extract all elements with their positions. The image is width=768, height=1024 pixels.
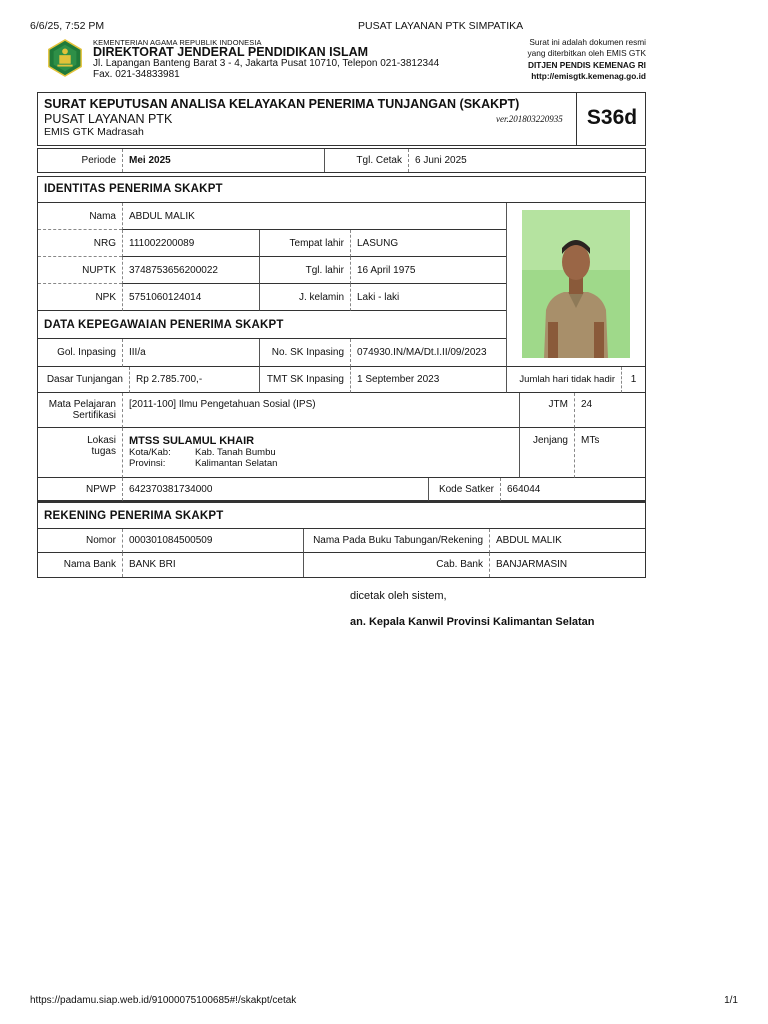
print-page-count: 1/1 — [724, 995, 738, 1006]
mapel-value: [2011-100] Ilmu Pengetahuan Sosial (IPS) — [122, 393, 519, 428]
jk-value: Laki - laki — [350, 284, 506, 311]
tgl-cetak-label: Tgl. Cetak — [324, 149, 408, 172]
ministry-name: KEMENTERIAN AGAMA REPUBLIK INDONESIA — [93, 38, 262, 47]
nama-buku-label: Nama Pada Buku Tabungan/Rekening — [303, 529, 489, 553]
data-table — [37, 176, 646, 502]
jumlah-hari-label: Jumlah hari tidak hadir — [506, 367, 621, 393]
kode-satker-value: 664044 — [500, 478, 645, 501]
document-subsubtitle: EMIS GTK Madrasah — [44, 126, 144, 138]
tempat-lahir-label: Tempat lahir — [259, 230, 350, 257]
nrg-label: NRG — [38, 230, 122, 257]
kota-value: Kab. Tanah Bumbu — [195, 447, 276, 458]
kode-satker-label: Kode Satker — [428, 478, 500, 501]
provinsi-label: Provinsi: — [129, 457, 166, 469]
photo-cell — [506, 203, 645, 367]
periode-label: Periode — [81, 155, 116, 166]
jk-label: J. kelamin — [259, 284, 350, 311]
note-line-2: yang diterbitkan oleh EMIS GTK — [527, 48, 646, 59]
npwp-value: 642370381734000 — [122, 478, 428, 501]
official-note — [527, 37, 646, 82]
nomor-rekening-value: 000301084500509 — [122, 529, 303, 553]
periode-value: Mei 2025 — [122, 149, 324, 172]
tgl-lahir-value: 16 April 1975 — [350, 257, 506, 284]
nama-bank-label: Nama Bank — [63, 559, 116, 570]
nama-bank-value: BANK BRI — [122, 553, 303, 577]
document-code: S36d — [576, 93, 647, 145]
period-row — [37, 148, 646, 173]
lokasi-label-line1: Lokasi — [87, 435, 116, 446]
lokasi-label — [38, 428, 122, 478]
lokasi-value — [122, 428, 519, 478]
jenjang-label: Jenjang — [519, 428, 574, 478]
jtm-value: 24 — [574, 393, 645, 428]
dasar-tunjangan-value: Rp 2.785.700,- — [129, 367, 259, 393]
mapel-label — [38, 393, 122, 428]
kepegawaian-section-title: DATA KEPEGAWAIAN PENERIMA SKAKPT — [38, 311, 506, 339]
npwp-label: NPWP — [38, 478, 122, 501]
print-datetime: 6/6/25, 7:52 PM — [30, 20, 105, 32]
version-label: ver.201803220935 — [496, 114, 563, 124]
rekening-table — [37, 502, 646, 578]
tmt-value: 1 September 2023 — [350, 367, 506, 393]
provinsi-line — [129, 459, 519, 470]
provinsi-value: Kalimantan Selatan — [195, 457, 278, 469]
document-title: SURAT KEPUTUSAN ANALISA KELAYAKAN PENERIMA TUNJANGAN (SKAKPT) — [44, 97, 520, 111]
gol-label: Gol. Inpasing — [38, 339, 122, 367]
kota-label: Kota/Kab: — [129, 447, 171, 458]
madrasah-name: MTSS SULAMUL KHAIR — [129, 435, 255, 447]
print-url[interactable]: https://padamu.siap.web.id/9100007510068​5#!/skakpt/cetak — [30, 995, 297, 1006]
title-block — [37, 92, 646, 146]
nama-value: ABDUL MALIK — [122, 203, 506, 230]
nosk-value: 074930.IN/MA/Dt.I.II/09/2023 — [350, 339, 506, 367]
mapel-label-line1: Mata Pelajaran — [48, 399, 116, 410]
fax: Fax. 021-34833981 — [93, 69, 180, 80]
note-line-1: Surat ini adalah dokumen resmi — [529, 37, 646, 47]
tmt-label: TMT SK Inpasing — [259, 367, 350, 393]
nrg-value: 111002200089 — [122, 230, 259, 257]
note-line-3: DITJEN PENDIS KEMENAG RI — [527, 59, 646, 70]
print-page-title: PUSAT LAYANAN PTK SIMPATIKA — [358, 20, 524, 32]
cab-bank-label: Cab. Bank — [303, 553, 489, 577]
identitas-section-title: IDENTITAS PENERIMA SKAKPT — [38, 177, 645, 203]
printed-by-system: dicetak oleh sistem, — [350, 590, 447, 602]
nuptk-value: 3748753656200022 — [122, 257, 259, 284]
jtm-label: JTM — [519, 393, 574, 428]
nama-label: Nama — [38, 203, 122, 230]
directorate-name: DIREKTORAT JENDERAL PENDIDIKAN ISLAM — [93, 45, 369, 59]
mapel-label-line2: Sertifikasi — [72, 410, 116, 421]
nosk-label: No. SK Inpasing — [259, 339, 350, 367]
recipient-photo — [522, 210, 630, 358]
document-subtitle: PUSAT LAYANAN PTK — [44, 112, 173, 126]
note-line-4: http://emisgtk.kemenag.go.id — [531, 70, 646, 81]
address: Jl. Lapangan Banteng Barat 3 - 4, Jakarta Pusat 10710, Telepon 021-3812344 — [93, 58, 440, 69]
npk-label: NPK — [38, 284, 122, 311]
nuptk-label: NUPTK — [38, 257, 122, 284]
lokasi-label-line2: tugas — [91, 446, 116, 457]
nomor-rekening-label: Nomor — [38, 529, 122, 553]
cab-bank-value: BANJARMASIN — [489, 553, 645, 577]
kota-line — [129, 448, 519, 459]
nama-buku-value: ABDUL MALIK — [489, 529, 645, 553]
signer-title: an. Kepala Kanwil Provinsi Kalimantan Selatan — [350, 616, 595, 628]
npk-value: 5751060124014 — [122, 284, 259, 311]
gol-value: III/a — [122, 339, 259, 367]
tgl-cetak-value: 6 Juni 2025 — [408, 149, 645, 172]
rekening-section-title: REKENING PENERIMA SKAKPT — [38, 503, 645, 529]
jumlah-hari-value: 1 — [621, 367, 645, 393]
tempat-lahir-value: LASUNG — [350, 230, 506, 257]
kemenag-logo-icon — [46, 39, 84, 77]
dasar-tunjangan-label: Dasar Tunjangan — [38, 367, 129, 393]
jenjang-value: MTs — [574, 428, 645, 478]
tgl-lahir-label: Tgl. lahir — [259, 257, 350, 284]
